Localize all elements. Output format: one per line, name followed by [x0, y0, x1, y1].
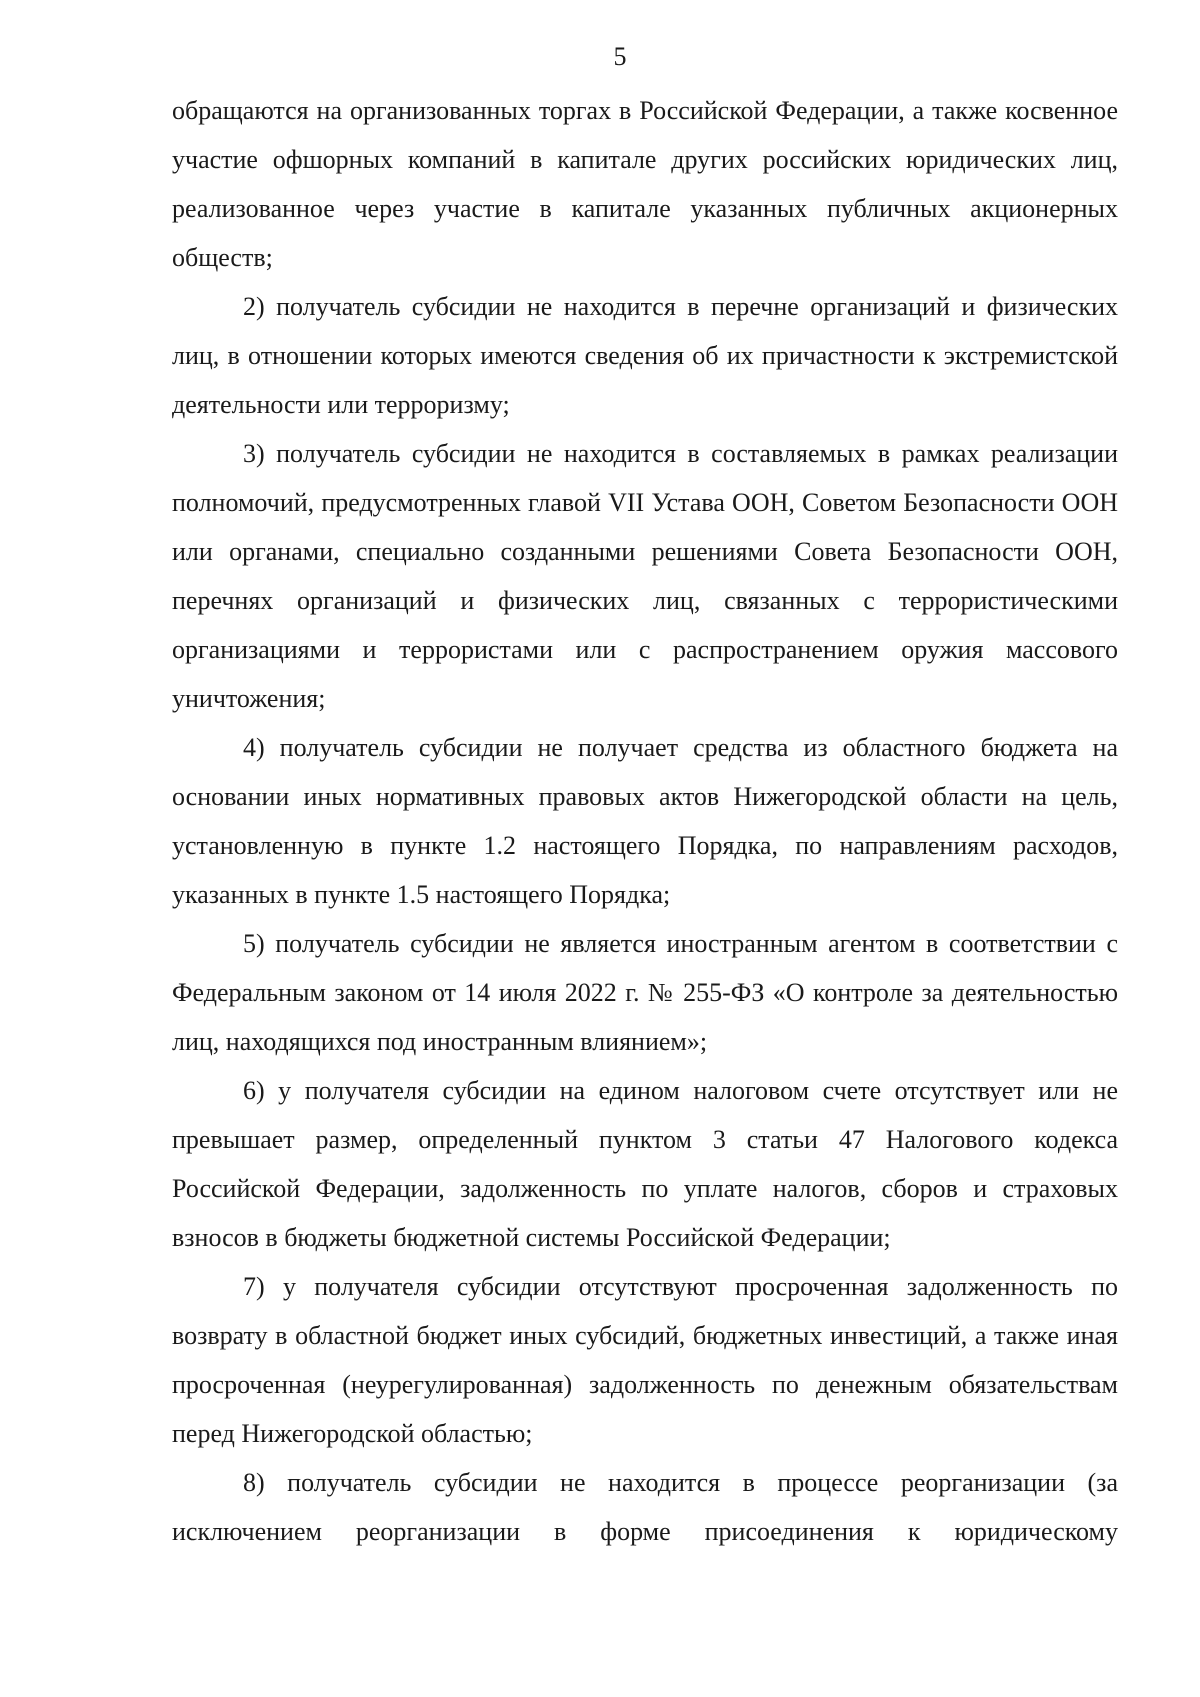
paragraph-item-5: 5) получатель субсидии не является иностранным агентом в соответствии с Федеральным законом от 14 июля 2022 г. № 255-ФЗ «О контроле за деятельностью лиц, находящихся под иностранным влиянием»; [172, 929, 1118, 1056]
paragraph-item-8: 8) получатель субсидии не находится в процессе реорганизации (за исключением реорганизации в форме присоединения к юридическому [172, 1468, 1118, 1546]
page-number: 5 [613, 42, 627, 71]
paragraph-item-2: 2) получатель субсидии не находится в перечне организаций и физических лиц, в отношении которых имеются сведения об их причастности к экстремистской деятельности или терроризму; [172, 292, 1118, 419]
paragraph-continuation: обращаются на организованных торгах в Российской Федерации, а также косвенное участие офшорных компаний в капитале других российских юридических лиц, реализованное через участие в капитале указанных публичных акционерных обществ; [172, 96, 1118, 272]
paragraph-item-6: 6) у получателя субсидии на едином налоговом счете отсутствует или не превышает размер, определенный пунктом 3 статьи 47 Налогового кодекса Российской Федерации, задолженность по уплате налогов, сборов и страховых взносов в бюджеты бюджетной системы Российской Федерации; [172, 1076, 1118, 1252]
paragraph-item-7: 7) у получателя субсидии отсутствуют просроченная задолженность по возврату в областной бюджет иных субсидий, бюджетных инвестиций, а также иная просроченная (неурегулированная) задолженность по денежным обязательствам перед Нижегородской областью; [172, 1272, 1118, 1448]
paragraph-item-3: 3) получатель субсидии не находится в составляемых в рамках реализации полномочий, предусмотренных главой VII Устава ООН, Советом Безопасности ООН или органами, специально созданными решениями Совета Безопасности ООН, перечнях организаций и физических лиц, связанных с террористическими организациями и террористами или с распространением оружия массового уничтожения; [172, 439, 1118, 713]
paragraph-item-4: 4) получатель субсидии не получает средства из областного бюджета на основании иных нормативных правовых актов Нижегородской области на цель, установленную в пункте 1.2 настоящего Порядка, по направлениям расходов, указанных в пункте 1.5 настоящего Порядка; [172, 733, 1118, 909]
document-body [172, 86, 1118, 1556]
